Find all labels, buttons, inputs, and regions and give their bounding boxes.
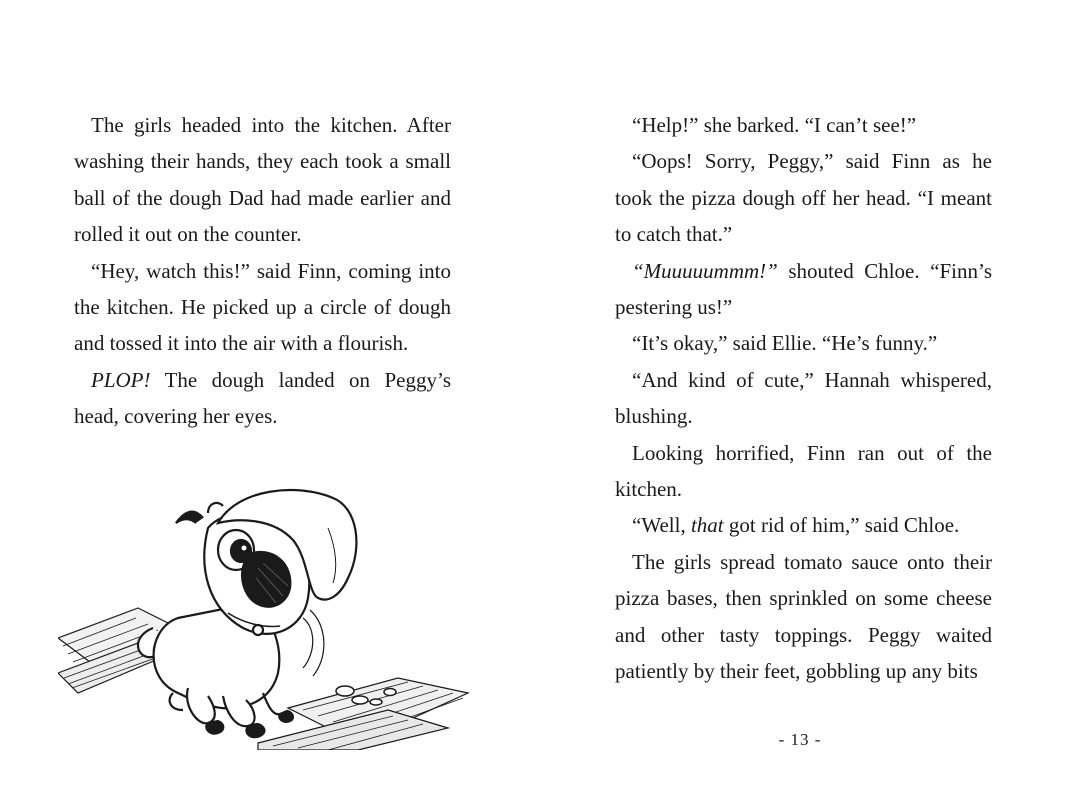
paragraph: [74, 362, 451, 435]
paragraph: Looking horrified, Finn ran out of the kitchen.: [615, 440, 992, 502]
page-number: - 13 -: [778, 730, 822, 749]
sound-effect: PLOP!: [91, 367, 151, 392]
paragraph-text: The dough landed on Peggy’s head, covering her eyes.: [74, 367, 451, 429]
paragraph: “Help!” she barked. “I can’t see!”: [632, 113, 917, 137]
shout-text: “Muuuuummm!”: [632, 258, 778, 283]
pug-illustration: [58, 478, 470, 750]
paragraph: The girls headed into the kitchen. After washing their hands, they each took a small ball of the dough Dad had made earlier and rolled it out on the counter.: [74, 113, 451, 247]
paragraph: The girls spread tomato sauce onto their pizza bases, then sprinkled on some cheese and other tasty toppings. Peggy waited patiently by their feet, gobbling up any bits: [615, 549, 992, 684]
paragraph: “It’s okay,” said Ellie. “He’s funny.”: [632, 331, 938, 356]
paragraph: “Oops! Sorry, Peggy,” said Finn as he took the pizza dough off her head. “I meant to catch that.”: [615, 149, 992, 247]
paragraph: “And kind of cute,” Hannah whispered, blushing.: [615, 367, 992, 429]
paragraph: [615, 507, 992, 543]
paragraph: [615, 253, 992, 326]
right-column: [615, 107, 992, 690]
paragraph-text: “Well,: [632, 513, 691, 538]
paragraph-text: got rid of him,” said Chloe.: [723, 513, 960, 538]
paragraph-text: shouted Chloe. “Finn’s pestering us!”: [615, 258, 992, 320]
emphasis-text: that: [690, 513, 724, 538]
paragraph: “Hey, watch this!” said Finn, coming into the kitchen. He picked up a circle of dough and tossed it into the air with a flourish.: [74, 258, 451, 356]
motion-lines: [303, 610, 324, 676]
left-column: [74, 107, 451, 435]
